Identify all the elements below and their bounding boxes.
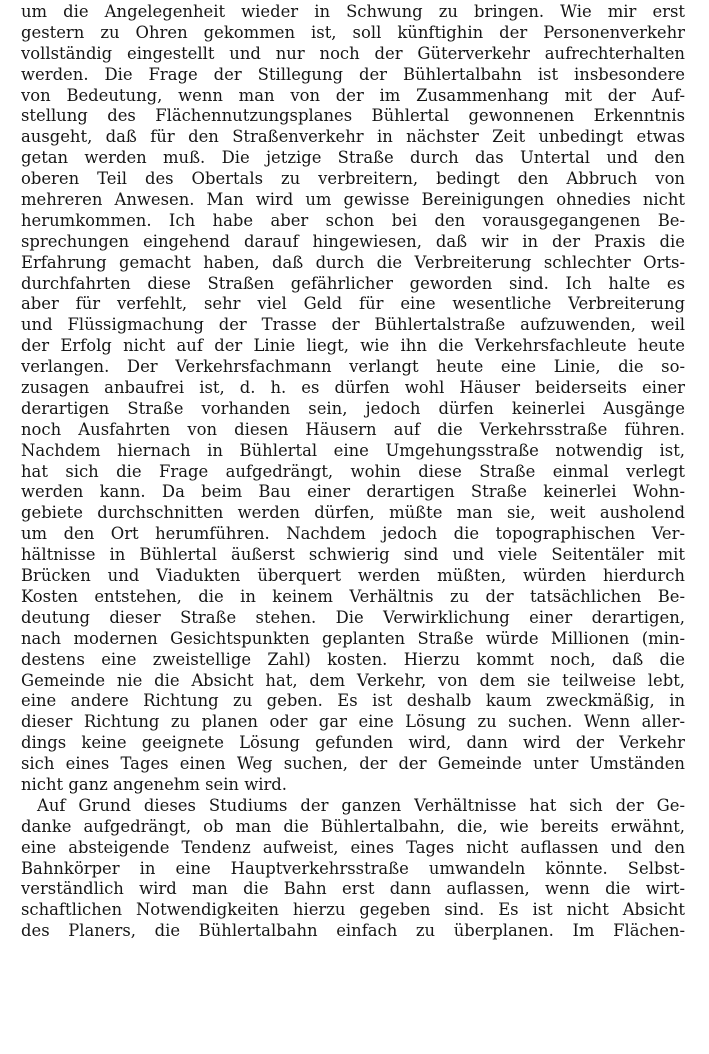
- text-line: mehreren Anwesen. Man wird um gewisse Bereinigungen ohnedies nicht: [21, 190, 685, 210]
- paragraph-1: [21, 2, 685, 796]
- text-line: nach modernen Gesichtspunkten geplanten Straße würde Millionen (min-: [21, 628, 685, 648]
- text-line: Kosten entstehen, die in keinem Verhältnis zu der tatsächlichen Be-: [21, 586, 685, 606]
- text-line: sprechungen eingehend darauf hingewiesen, daß wir in der Praxis die: [21, 231, 685, 251]
- text-line: Brücken und Viadukten überquert werden müßten, würden hierdurch: [21, 566, 685, 586]
- text-line: Bahnkörper in eine Hauptverkehrsstraße umwandeln könnte. Selbst-: [21, 858, 685, 878]
- text-line: hältnisse in Bühlertal äußerst schwierig sind und viele Seitentäler mit: [21, 545, 685, 565]
- document-page: [21, 2, 685, 942]
- text-line: noch Ausfahrten von diesen Häusern auf die Verkehrsstraße führen.: [21, 419, 685, 439]
- text-line: nicht ganz angenehm sein wird.: [21, 774, 288, 794]
- text-line: eine absteigende Tendenz aufweist, eines Tages nicht auflassen und den: [21, 837, 685, 857]
- text-line: schaftlichen Notwendigkeiten hierzu gegeben sind. Es ist nicht Absicht: [21, 900, 685, 920]
- text-line: dieser Richtung zu planen oder gar eine Lösung zu suchen. Wenn aller-: [21, 712, 685, 732]
- text-line: des Planers, die Bühlertalbahn einfach zu überplanen. Im Flächen-: [21, 921, 685, 941]
- text-line: ausgeht, daß für den Straßenverkehr in nächster Zeit unbedingt etwas: [21, 127, 685, 147]
- text-line: werden. Die Frage der Stillegung der Bühlertalbahn ist insbesondere: [21, 64, 685, 84]
- text-line: getan werden muß. Die jetzige Straße durch das Untertal und den: [21, 148, 685, 168]
- text-line: von Bedeutung, wenn man von der im Zusammenhang mit der Auf-: [21, 85, 685, 105]
- text-line: derartigen Straße vorhanden sein, jedoch dürfen keinerlei Ausgänge: [21, 398, 685, 418]
- text-line: dings keine geeignete Lösung gefunden wird, dann wird der Verkehr: [21, 733, 685, 753]
- text-line: Auf Grund dieses Studiums der ganzen Verhältnisse hat sich der Ge-: [37, 795, 685, 815]
- text-line: durchfahrten diese Straßen gefährlicher geworden sind. Ich halte es: [21, 273, 685, 293]
- text-line: vollständig eingestellt und nur noch der Güterverkehr aufrechterhalten: [21, 43, 685, 63]
- text-line: danke aufgedrängt, ob man die Bühlertalbahn, die, wie bereits erwähnt,: [21, 816, 685, 836]
- text-line: oberen Teil des Obertals zu verbreitern, bedingt den Abbruch von: [21, 169, 685, 189]
- text-line: gestern zu Ohren gekommen ist, soll künftighin der Personenverkehr: [21, 22, 685, 42]
- text-line: herumkommen. Ich habe aber schon bei den vorausgegangenen Be-: [21, 210, 685, 230]
- text-line: Nachdem hiernach in Bühlertal eine Umgehungsstraße notwendig ist,: [21, 440, 685, 460]
- text-line: stellung des Flächennutzungsplanes Bühlertal gewonnenen Erkenntnis: [21, 106, 685, 126]
- text-line: verlangen. Der Verkehrsfachmann verlangt heute eine Linie, die so-: [21, 357, 685, 377]
- text-line: werden kann. Da beim Bau einer derartigen Straße keinerlei Wohn-: [21, 482, 685, 502]
- text-line: verständlich wird man die Bahn erst dann auflassen, wenn die wirt-: [21, 879, 685, 899]
- text-line: der Erfolg nicht auf der Linie liegt, wie ihn die Verkehrsfachleute heute: [21, 336, 685, 356]
- paragraph-2: [21, 796, 685, 942]
- text-line: gebiete durchschnitten werden dürfen, müßte man sie, weit ausholend: [21, 503, 685, 523]
- text-line: um den Ort herumführen. Nachdem jedoch die topographischen Ver-: [21, 524, 685, 544]
- text-line: und Flüssigmachung der Trasse der Bühlertalstraße aufzuwenden, weil: [21, 315, 685, 335]
- text-line: sich eines Tages einen Weg suchen, der der Gemeinde unter Umständen: [21, 754, 685, 774]
- text-line: Erfahrung gemacht haben, daß durch die Verbreiterung schlechter Orts-: [21, 252, 685, 272]
- text-line: eine andere Richtung zu geben. Es ist deshalb kaum zweckmäßig, in: [21, 691, 685, 711]
- text-line: zusagen anbaufrei ist, d. h. es dürfen wohl Häuser beiderseits einer: [21, 378, 685, 398]
- text-line: destens eine zweistellige Zahl) kosten. Hierzu kommt noch, daß die: [21, 649, 685, 669]
- text-line: hat sich die Frage aufgedrängt, wohin diese Straße einmal verlegt: [21, 461, 685, 481]
- text-line: um die Angelegenheit wieder in Schwung zu bringen. Wie mir erst: [21, 2, 685, 21]
- text-line: deutung dieser Straße stehen. Die Verwirklichung einer derartigen,: [21, 607, 685, 627]
- text-line: aber für verfehlt, sehr viel Geld für eine wesentliche Verbreiterung: [21, 294, 685, 314]
- text-line: Gemeinde nie die Absicht hat, dem Verkehr, von dem sie teilweise lebt,: [21, 670, 685, 690]
